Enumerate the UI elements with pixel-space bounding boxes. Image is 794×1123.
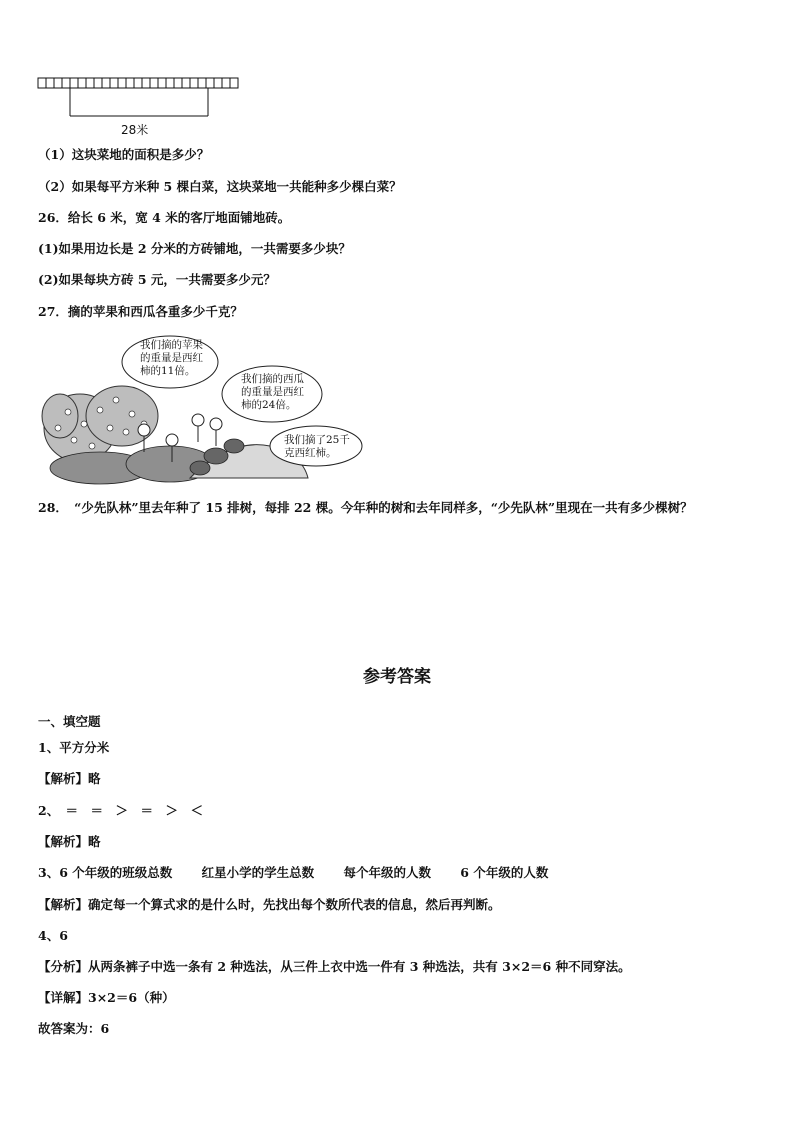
orchard-scene — [40, 328, 370, 490]
fence-squares — [38, 78, 238, 88]
fence-square — [54, 78, 62, 88]
fence-square — [86, 78, 94, 88]
answer-3-note: 【解析】确定每一个算式求的是什么时，先找出每个数所代表的信息，然后再判断。 — [38, 897, 501, 912]
fence-square — [70, 78, 78, 88]
answer-2-note: 【解析】略 — [38, 834, 101, 849]
bubble-3-text: 我们摘了25千 克西红柿。 — [284, 434, 350, 459]
fence-square — [222, 78, 230, 88]
fence-square — [102, 78, 110, 88]
fence-square — [126, 78, 134, 88]
q27-stem: 27．摘的苹果和西瓜各重多少千克？ — [38, 304, 243, 319]
fence-square — [182, 78, 190, 88]
q26-stem: 26．给长 6 米，宽 4 米的客厅地面铺地砖。 — [38, 210, 291, 225]
fence-square — [174, 78, 182, 88]
answer-4-final: 故答案为：6 — [38, 1021, 110, 1036]
fence-square — [214, 78, 222, 88]
fence-square — [198, 78, 206, 88]
q28-stem: 28． “少先队林”里去年种了 15 排树，每排 22 棵。今年种的树和去年同样多，“少先队林”里现在一共有多少棵树？ — [38, 500, 693, 515]
fence-square — [78, 78, 86, 88]
orchard-illustration — [40, 328, 370, 490]
bubble-1-text: 我们摘的苹果 的重量是西红 柿的11倍。 — [140, 339, 203, 377]
fence-square — [46, 78, 54, 88]
fence-square — [62, 78, 70, 88]
section-fill-in: 一、填空题 — [38, 714, 101, 729]
fence-square — [206, 78, 214, 88]
length-label: 28米 — [121, 123, 149, 137]
answer-4-analysis: 【分析】从两条裤子中选一条有 2 种选法，从三件上衣中选一件有 3 种选法，共有 3×2＝6 种不同穿法。 — [38, 959, 631, 974]
answer-4: 4、6 — [38, 928, 68, 943]
fence-square — [190, 78, 198, 88]
fence-square — [94, 78, 102, 88]
q26-sub1: (1)如果用边长是 2 分米的方砖铺地，一共需要多少块？ — [38, 241, 351, 256]
fence-square — [150, 78, 158, 88]
fence-square — [38, 78, 46, 88]
fence-square — [110, 78, 118, 88]
fence-square — [142, 78, 150, 88]
answer-1: 1、平方分米 — [38, 740, 110, 755]
fence-square — [118, 78, 126, 88]
answer-4-detail: 【详解】3×2＝6（种） — [38, 990, 175, 1005]
answer-2: 2、 ＝ ＝ ＞ ＝ ＞ ＜ — [38, 803, 203, 818]
fence-square — [230, 78, 238, 88]
q25-sub2: （2）如果每平方米种 5 棵白菜，这块菜地一共能种多少棵白菜？ — [38, 179, 402, 194]
fence-square — [134, 78, 142, 88]
fence-square — [158, 78, 166, 88]
answer-1-note: 【解析】略 — [38, 771, 101, 786]
q26-sub2: (2)如果每块方砖 5 元，一共需要多少元？ — [38, 272, 276, 287]
fence-square — [166, 78, 174, 88]
answers-title: 参考答案 — [363, 667, 431, 687]
answer-3: 3、6 个年级的班级总数 红星小学的学生总数 每个年级的人数 6 个年级的人数 — [38, 865, 549, 880]
bubble-2-text: 我们摘的西瓜 的重量是西红 柿的24倍。 — [241, 373, 304, 411]
q25-sub1: （1）这块菜地的面积是多少？ — [38, 147, 210, 162]
